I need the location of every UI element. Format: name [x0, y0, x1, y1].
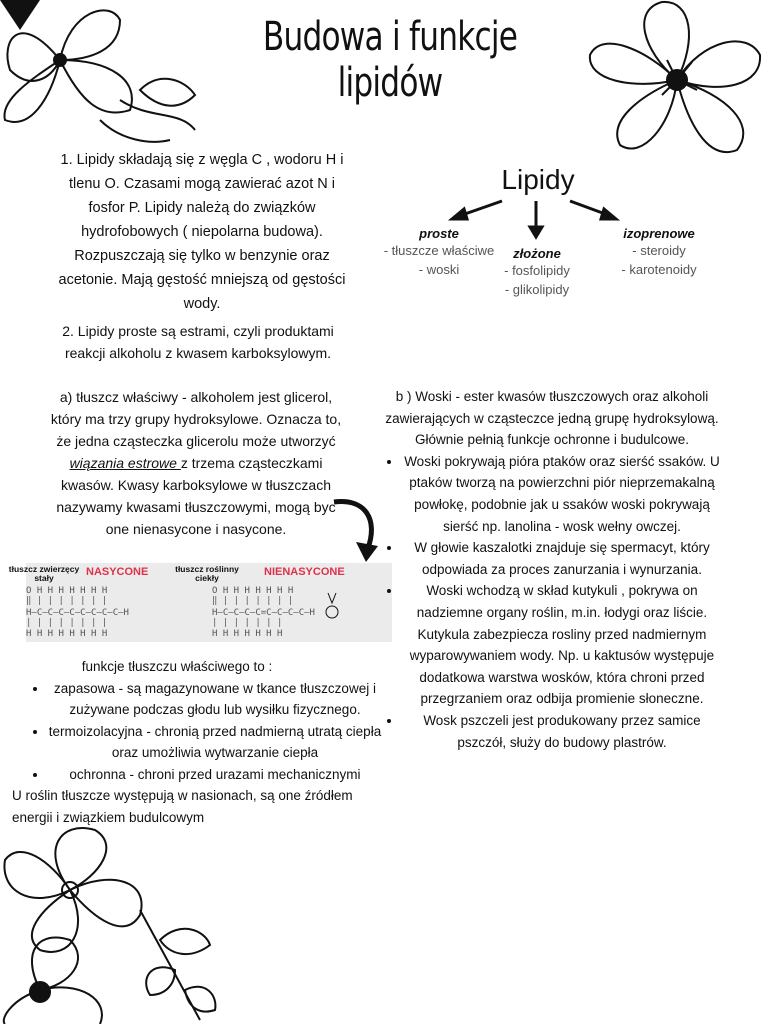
- svg-text:H H H H H H H H: H H H H H H H H: [26, 629, 108, 639]
- svg-text:H–C–C–C–C–C–C–C–C–H: H–C–C–C–C–C–C–C–C–H: [26, 608, 129, 618]
- unsaturated-label: tłuszcz roślinny ciekły: [175, 564, 239, 583]
- curved-arrow-icon: [330, 496, 382, 566]
- functions-footer: U roślin tłuszcze występują w nasionach, są one źródłem energii i związkiem budulcowym: [12, 788, 353, 825]
- list-item: • W głowie kaszalotki znajduje się spermacyt, który odpowiada za proces zanurzania i wynurzania.: [402, 537, 722, 580]
- unsaturated-type: NIENASYCONE: [264, 566, 345, 578]
- branch-complex-item: - fosfolipidy: [504, 263, 570, 278]
- branch-isoprene-item: - steroidy: [632, 243, 686, 258]
- branch-simple-item: - tłuszcze właściwe: [383, 243, 495, 258]
- section-a-text: [46, 386, 346, 540]
- svg-text:‖ | | | | | | |: ‖ | | | | | | |: [26, 596, 108, 606]
- list-item: • termoizolacyjna - chronią przed nadmierną utratą ciepła oraz umożliwia wytwarzanie ciepła: [48, 721, 382, 764]
- svg-text:H–C–C–C–C=C–C–C–C–H: H–C–C–C–C=C–C–C–C–H: [212, 608, 315, 618]
- svg-text:| | | | | | | |: | | | | | | | |: [26, 618, 108, 628]
- list-item: • zapasowa - są magazynowane w tkance tłuszczowej i zużywane podczas głodu lub wysiłku fizycznego.: [48, 678, 382, 721]
- section-a-after: z trzema cząsteczkami kwasów. Kwasy karboksylowe w tłuszczach nazywamy kwasami tłuszczowymi, mogą byc one nienasycone i nasycone.: [56, 455, 336, 537]
- list-item: • Woski pokrywają pióra ptaków oraz sierść ssaków. U ptaków tworzą na powierzchni piór nieprzemakalną powłokę, podobnie jak u ssaków woski pokrywają sierść np. lanolina - wosk wełny owczej.: [402, 451, 722, 537]
- point-1: 1. Lipidy składają się z węgla C , wodoru H i tlenu O. Czasami mogą zawierać azot N i fosfor P. Lipidy należą do związków hydrofobowych ( niepolarna budowa). Rozpuszczają się tylko w benzynie oraz acetonie. Mają gęstość mniejszą od gęstości wody.: [58, 152, 346, 312]
- svg-text:H H H H H H H: H H H H H H H: [212, 629, 283, 639]
- branch-simple-name: proste: [419, 226, 459, 241]
- functions-list: [12, 678, 382, 786]
- branch-isoprene-item: - karotenoidy: [621, 262, 697, 277]
- branch-isoprene-name: izoprenowe: [623, 226, 695, 241]
- branch-complex-name: złożone: [513, 246, 561, 261]
- section-a-before: a) tłuszcz właściwy - alkoholem jest glicerol, który ma trzy grupy hydroksylowe. Oznacza to, że jedna cząsteczka glicerolu może utworzyć: [50, 389, 342, 449]
- saturated-label: tłuszcz zwierzęcy stały: [8, 564, 80, 583]
- page-title: Budowa i funkcje lipidów: [262, 14, 518, 106]
- list-item: • ochronna - chroni przed urazami mechanicznymi: [48, 764, 382, 786]
- point-2: 2. Lipidy proste są estrami, czyli produktami reakcji alkoholu z kwasem karboksylowym.: [62, 323, 334, 361]
- functions-heading: funkcje tłuszczu właściwego to :: [81, 659, 273, 674]
- flower-top-left-illustration: [0, 0, 200, 150]
- flower-bottom-left-illustration: [0, 820, 220, 1024]
- svg-text:| | | | | | |: | | | | | | |: [212, 618, 283, 628]
- saturated-type: NASYCONE: [86, 566, 149, 578]
- fat-functions: [12, 656, 382, 828]
- section-b: [382, 386, 722, 753]
- svg-text:O H H H H H H H: O H H H H H H H: [212, 586, 294, 596]
- fatty-acid-structures: [8, 563, 392, 642]
- list-item: • Wosk pszczeli jest produkowany przez samice pszczół, służy do budowy plastrów.: [402, 710, 722, 753]
- svg-text:‖ | | | | | | |: ‖ | | | | | | |: [212, 596, 294, 606]
- section-b-intro: b ) Woski - ester kwasów tłuszczowych oraz alkoholi zawierających w cząsteczce jedną grupę hydroksylową. Głównie pełnią funkcje ochronne i budulcowe.: [385, 389, 719, 448]
- branch-complex-item: - glikolipidy: [504, 282, 570, 297]
- list-item: • Woski wchodzą w skład kutykuli , pokrywa on nadziemne organy roślin, m.in. łodygi oraz liście. Kutykula zabezpiecza rosliny przed nadmiernym wyparowywaniem wody. Np. u kaktusów występuje dodatkowa warstwa wosków, która chroni przed przegrzaniem oraz odbija promienie słoneczne.: [402, 580, 722, 710]
- waxes-list: [382, 451, 722, 753]
- svg-text:O H H H H H H H: O H H H H H H H: [26, 586, 108, 596]
- branch-isoprene: [604, 226, 714, 279]
- diagram-root: Lipidy: [501, 164, 575, 195]
- branch-complex: [494, 246, 580, 299]
- flower-top-right-illustration: [582, 0, 768, 165]
- branch-simple-item: - woski: [418, 262, 460, 277]
- branch-simple: [378, 226, 500, 279]
- ester-bonds-term: wiązania estrowe: [69, 455, 181, 471]
